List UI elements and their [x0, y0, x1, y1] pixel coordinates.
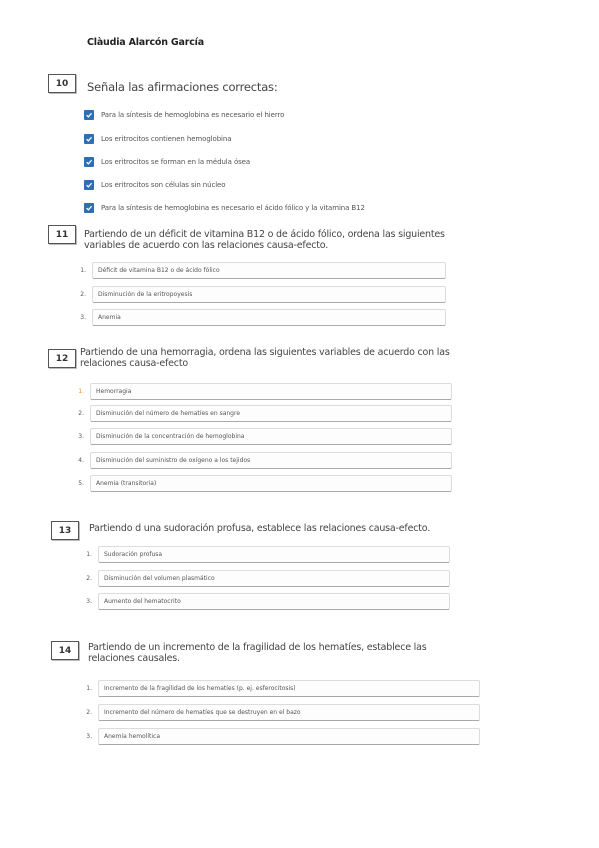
order-box[interactable]: Hemorragia — [90, 383, 452, 400]
order-item[interactable] — [72, 452, 452, 469]
order-item[interactable] — [80, 593, 450, 610]
title-line: Partiendo de un incremento de la fragilidad de los hematíes, establece las — [88, 642, 427, 653]
question-13-title: Partiendo d una sudoración profusa, establece las relaciones causa-efecto. — [89, 523, 431, 534]
order-item[interactable] — [74, 309, 446, 326]
author-name: Clàudia Alarcón García — [87, 37, 204, 48]
order-box[interactable]: Incremento del número de hematíes que se destruyen en el bazo — [98, 704, 480, 721]
order-item[interactable] — [72, 383, 452, 400]
order-item[interactable] — [72, 405, 452, 422]
order-item[interactable] — [80, 704, 480, 721]
order-number: 4. — [78, 457, 84, 464]
order-box[interactable]: Anemia (transitoria) — [90, 475, 452, 492]
order-item[interactable] — [72, 475, 452, 492]
order-number: 2. — [78, 410, 84, 417]
option-item[interactable] — [84, 156, 250, 168]
order-number: 3. — [86, 598, 92, 605]
question-number-10: 10 — [48, 74, 76, 93]
option-item[interactable] — [84, 109, 284, 121]
checked-checkbox-icon[interactable] — [84, 203, 94, 213]
order-box[interactable]: Anemia hemolítica — [98, 728, 480, 745]
checked-checkbox-icon[interactable] — [84, 180, 94, 190]
question-11-title — [84, 229, 445, 251]
order-number: 3. — [86, 733, 92, 740]
order-box[interactable]: Sudoración profusa — [98, 546, 450, 563]
order-item[interactable] — [74, 286, 446, 303]
order-box[interactable]: Disminución del volumen plasmático — [98, 570, 450, 587]
order-number: 1. — [78, 388, 84, 395]
order-item[interactable] — [80, 570, 450, 587]
order-number: 5. — [78, 480, 84, 487]
order-number: 2. — [80, 291, 86, 298]
option-label: Para la síntesis de hemoglobina es necesario el hierro — [101, 111, 285, 119]
order-number: 1. — [86, 551, 92, 558]
order-box[interactable]: Disminución del número de hematíes en sangre — [90, 405, 452, 422]
option-label: Los eritrocitos contienen hemoglobina — [101, 135, 232, 143]
order-item[interactable] — [80, 680, 480, 697]
title-line: Partiendo de una hemorragia, ordena las siguientes variables de acuerdo con las — [80, 347, 450, 358]
order-item[interactable] — [80, 546, 450, 563]
order-box[interactable]: Déficit de vitamina B12 o de ácido fólico — [92, 262, 446, 279]
option-item[interactable] — [84, 179, 225, 191]
option-label: Los eritrocitos son células sin núcleo — [101, 181, 226, 189]
order-box[interactable]: Disminución del suministro de oxígeno a los tejidos — [90, 452, 452, 469]
checked-checkbox-icon[interactable] — [84, 157, 94, 167]
order-box[interactable]: Aumento del hematocrito — [98, 593, 450, 610]
order-number: 2. — [86, 709, 92, 716]
option-label: Los eritrocitos se forman en la médula ósea — [101, 158, 251, 166]
order-number: 3. — [78, 433, 84, 440]
order-item[interactable] — [74, 262, 446, 279]
title-line: Partiendo de un déficit de vitamina B12 o de ácido fólico, ordena las siguientes — [84, 229, 445, 240]
order-box[interactable]: Incremento de la fragilidad de los hematíes (p. ej. esferocitosis) — [98, 680, 480, 697]
question-number-11: 11 — [48, 225, 76, 244]
question-10-title: Señala las afirmaciones correctas: — [87, 80, 278, 94]
order-number: 3. — [80, 314, 86, 321]
question-number-13: 13 — [51, 521, 79, 540]
option-label: Para la síntesis de hemoglobina es necesario el ácido fólico y la vitamina B12 — [101, 204, 365, 212]
order-box[interactable]: Anemia — [92, 309, 446, 326]
checked-checkbox-icon[interactable] — [84, 110, 94, 120]
option-item[interactable] — [84, 133, 231, 145]
question-12-title — [80, 347, 450, 369]
order-box[interactable]: Disminución de la concentración de hemoglobina — [90, 428, 452, 445]
order-number: 2. — [86, 575, 92, 582]
question-number-12: 12 — [48, 349, 76, 368]
checked-checkbox-icon[interactable] — [84, 134, 94, 144]
order-box[interactable]: Disminución de la eritropoyesis — [92, 286, 446, 303]
title-line: variables de acuerdo con las relaciones causa-efecto. — [84, 240, 329, 251]
title-line: relaciones causales. — [88, 653, 180, 664]
question-14-title — [88, 642, 427, 664]
order-number: 1. — [86, 685, 92, 692]
title-line: relaciones causa-efecto — [80, 358, 188, 369]
order-number: 1. — [80, 267, 86, 274]
order-item[interactable] — [80, 728, 480, 745]
question-number-14: 14 — [51, 641, 79, 660]
option-item[interactable] — [84, 202, 365, 214]
order-item[interactable] — [72, 428, 452, 445]
